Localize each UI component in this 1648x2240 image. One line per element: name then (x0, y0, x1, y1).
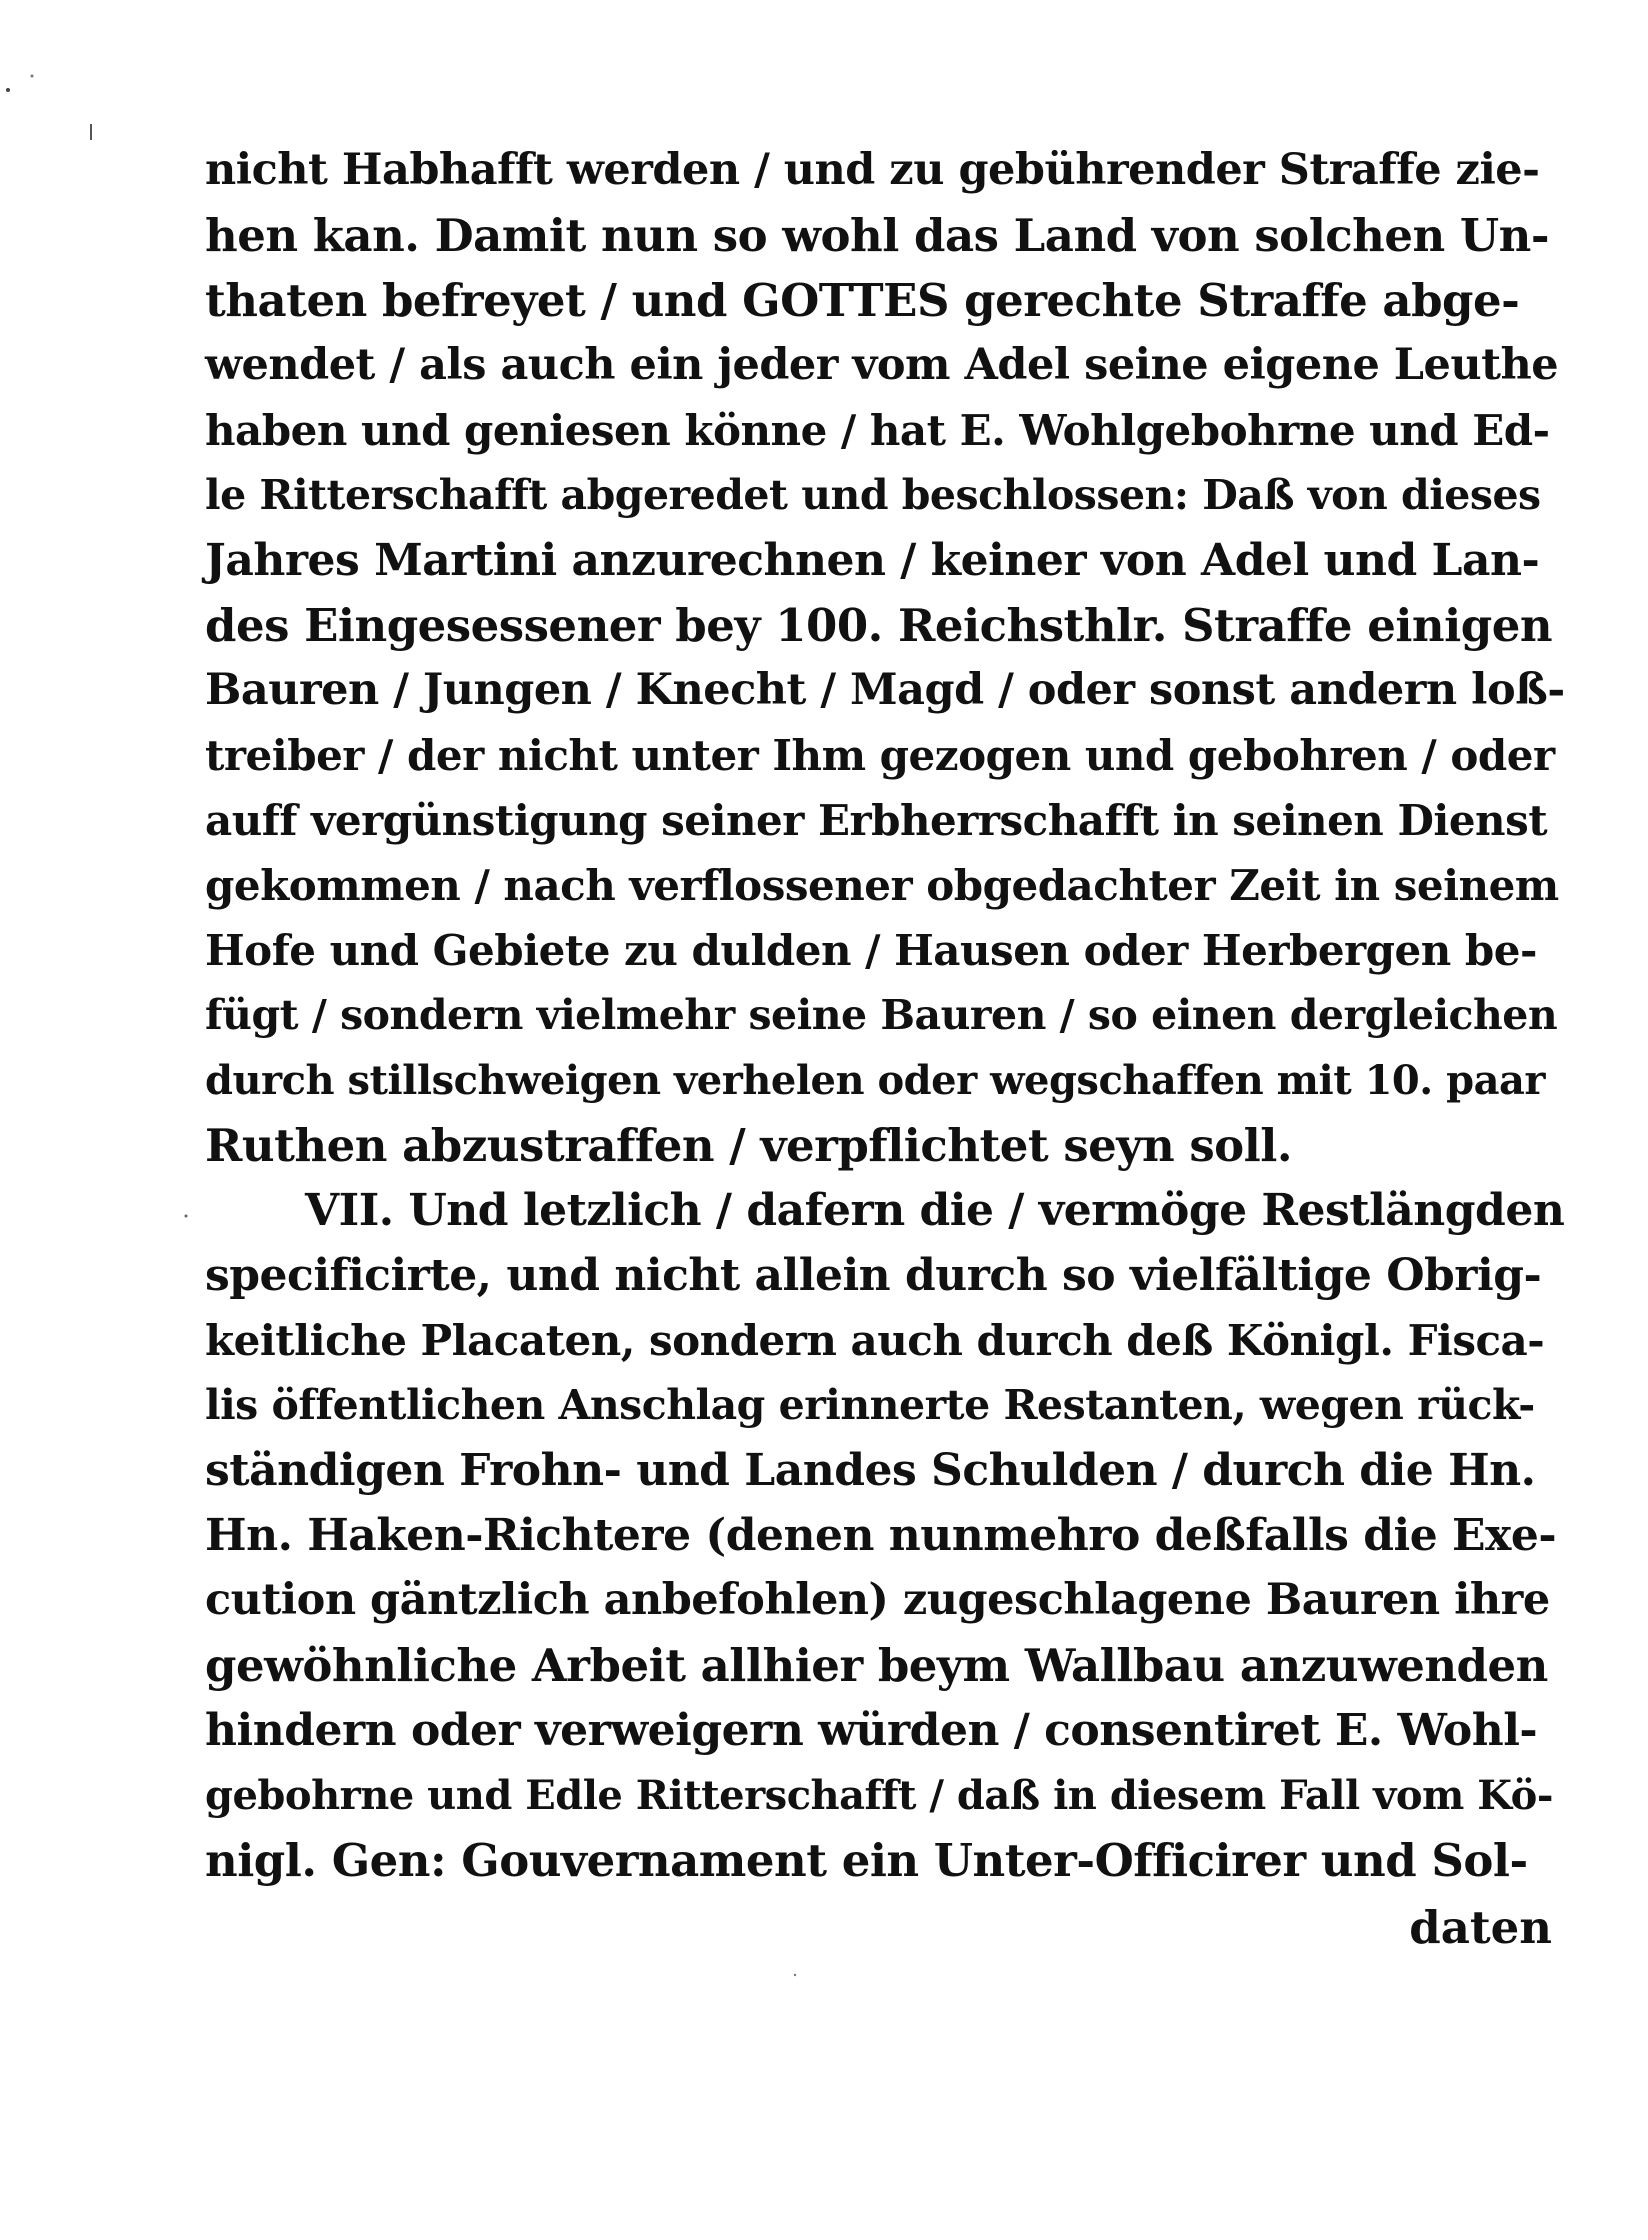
text-line: des Eingesessener bey 100. Reichsthlr. Straffe einigen (205, 599, 1553, 652)
text-line: thaten befreyet / und GOTTES gerechte Straffe abge- (205, 274, 1520, 327)
text-line: specificirte, und nicht allein durch so vielfältige Obrig- (205, 1250, 1542, 1301)
scan-speck (794, 1974, 796, 1976)
scan-speck (90, 124, 92, 140)
text-line: haben und geniesen könne / hat E. Wohlgebohrne und Ed- (205, 406, 1550, 455)
text-line: cution gäntzlich anbefohlen) zugeschlagene Bauren ihre (205, 1575, 1550, 1625)
text-line: Bauren / Jungen / Knecht / Magd / oder sonst andern loß- (205, 665, 1565, 715)
scan-speck (185, 1215, 188, 1218)
text-line: keitliche Placaten, sondern auch durch deß Königl. Fisca- (205, 1316, 1545, 1365)
text-line: hindern oder verweigern würden / consentiret E. Wohl- (205, 1705, 1538, 1756)
text-line: lis öffentlichen Anschlag erinnerte Restanten, wegen rück- (205, 1381, 1535, 1429)
body-text (205, 138, 1565, 1893)
text-line: auff vergünstigung seiner Erbherrschafft in seinen Dienst (205, 796, 1548, 845)
text-line: nicht Habhafft werden / und zu gebührender Straffe zie- (205, 145, 1540, 195)
text-line: fügt / sondern vielmehr seine Bauren / so einen dergleichen (205, 991, 1558, 1039)
text-line: ständigen Frohn- und Landes Schulden / durch die Hn. (205, 1445, 1536, 1496)
text-line: Ruthen abzustraffen / verpflichtet seyn soll. (205, 1119, 1293, 1172)
text-line: le Ritterschafft abgeredet und beschlossen: Daß von dieses (205, 471, 1541, 519)
text-line: nigl. Gen: Gouvernament ein Unter-Officirer und Sol- (205, 1834, 1528, 1887)
text-line: gebohrne und Edle Ritterschafft / daß in diesem Fall vom Kö- (205, 1772, 1553, 1819)
section-heading-line: VII. Und letzlich / dafern die / vermöge Restlängden (305, 1185, 1565, 1236)
text-line: gewöhnliche Arbeit allhier beym Wallbau anzuwenden (205, 1639, 1548, 1692)
text-line: treiber / der nicht unter Ihm gezogen und gebohren / oder (205, 731, 1555, 780)
text-line: durch stillschweigen verhelen oder wegschaffen mit 10. paar (205, 1057, 1545, 1104)
scan-speck (31, 75, 34, 78)
text-line: Jahres Martini anzurechnen / keiner von Adel und Lan- (205, 535, 1540, 586)
text-line: hen kan. Damit nun so wohl das Land von solchen Un- (205, 209, 1550, 262)
scan-speck (6, 88, 10, 92)
text-line: Hn. Haken-Richtere (denen nunmehro deßfalls die Exe- (205, 1510, 1557, 1561)
text-line: gekommen / nach verflossener obgedachter Zeit in seinem (205, 861, 1559, 910)
text-line: wendet / als auch ein jeder vom Adel seine eigene Leuthe (205, 340, 1559, 390)
catchword: daten (1409, 1901, 1552, 1954)
text-line: Hofe und Gebiete zu dulden / Hausen oder Herbergen be- (205, 926, 1537, 975)
